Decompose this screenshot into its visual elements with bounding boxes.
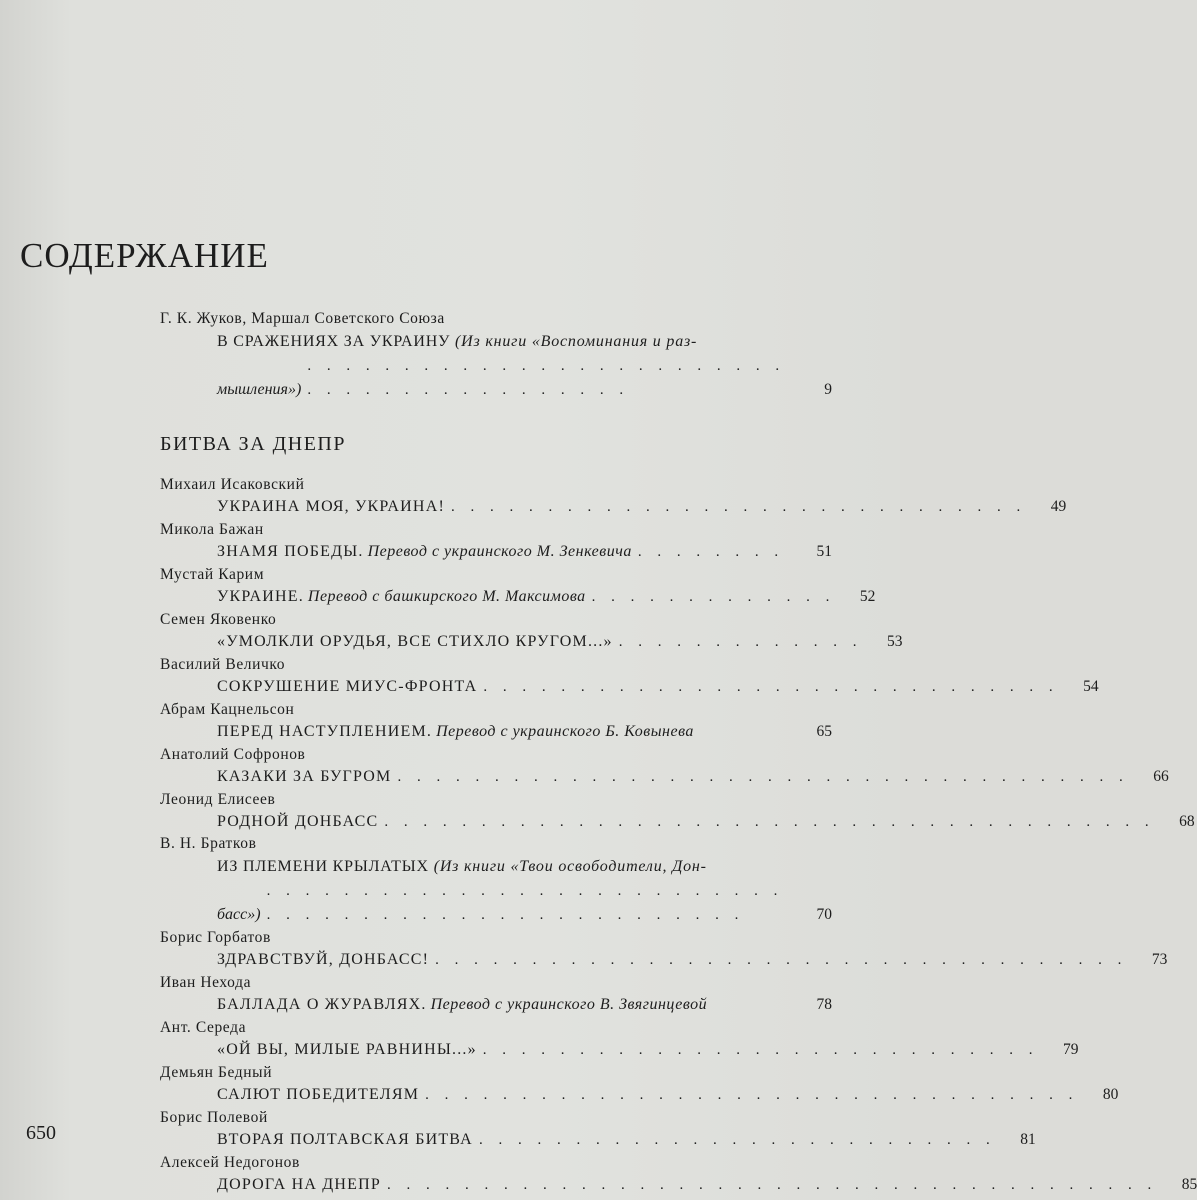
toc-entry-line1	[217, 330, 832, 354]
toc-author: Леонид Елисеев	[160, 791, 276, 808]
toc-group	[160, 1062, 1119, 1106]
toc-entry[interactable]	[217, 766, 1169, 788]
toc-entry-multiline[interactable]	[217, 855, 832, 927]
leader-dots: . . . . . . . . . . . . . . . . . . . . . . . . . . . . . . . . . . . . . . . . . . . . . . . . . . . .	[266, 883, 784, 923]
toc-group	[160, 564, 876, 608]
toc-page-number: 65	[816, 723, 832, 740]
toc-entries-2	[160, 927, 1197, 1196]
toc-entry[interactable]	[217, 1129, 1036, 1151]
leader-dots: . . . . . . . . . . . . . . . . . . . . . . . . . . . . . . . . . . . . . . . .	[386, 1177, 1158, 1193]
toc-entry-note: (Из книги «Твои освободители, Дон-	[433, 858, 707, 875]
toc-group	[160, 1152, 1197, 1196]
toc-author: Семен Яковенко	[160, 611, 277, 628]
leader-dots: . . . . . . . . . . . . . . . . . . . . . . . . . . . . . . . . . . . . . .	[397, 769, 1129, 785]
toc-entry[interactable]	[217, 1084, 1119, 1106]
toc-entry-title: ВТОРАЯ ПОЛТАВСКАЯ БИТВА	[217, 1131, 473, 1148]
toc-entry-note: Перевод с украинского Б. Ковынева	[436, 723, 694, 740]
toc-page-number: 49	[1050, 498, 1067, 515]
toc-entry[interactable]	[217, 1174, 1197, 1196]
toc-entry-note-cont: басс»)	[217, 906, 261, 923]
toc-entry[interactable]	[217, 949, 1168, 971]
toc-author: Алексей Недогонов	[160, 1154, 300, 1171]
toc-entry-note: Перевод с украинского В. Звягинцевой	[430, 996, 708, 1013]
toc-group	[160, 609, 903, 653]
toc-page-number: 53	[887, 633, 903, 650]
toc-group	[160, 744, 1169, 788]
toc-page-number: 68	[1179, 813, 1195, 830]
toc-author: Борис Полевой	[160, 1109, 268, 1126]
toc-entry-title: ДОРОГА НА ДНЕПР	[217, 1176, 381, 1193]
toc-entry-title: УКРАИНА МОЯ, УКРАИНА!	[217, 498, 445, 515]
toc-entry-title: УКРАИНЕ.	[217, 588, 304, 605]
toc-entry-title: В СРАЖЕНИЯХ ЗА УКРАИНУ	[217, 333, 451, 350]
toc-entry-title: БАЛЛАДА О ЖУРАВЛЯХ.	[217, 996, 427, 1013]
toc-author: Демьян Бедный	[160, 1064, 273, 1081]
leader-dots: . . . . . . . . . . . . . . . . . . . . . . . . . . . . .	[482, 1042, 1039, 1058]
toc-page-number: 66	[1153, 768, 1169, 785]
toc-entry[interactable]	[217, 541, 832, 563]
leader-dots: . . . . . . . . . . . . . . . . . . . . . . . . . . . . . . . . . . . . . . . . . .	[307, 358, 786, 398]
toc-author: Иван Нехода	[160, 974, 252, 991]
toc-entry[interactable]	[217, 676, 1099, 698]
toc-entry-note: Перевод с украинского М. Зенкевича	[367, 543, 632, 560]
toc-entry-title: КАЗАКИ ЗА БУГРОМ	[217, 768, 392, 785]
leader-dots: . . . . . . . . . . . . . . . . . . . . . . . . . . .	[478, 1132, 996, 1148]
toc-page-number: 52	[859, 588, 876, 605]
toc-author: Абрам Кацнельсон	[160, 701, 295, 718]
toc-entry[interactable]	[217, 811, 1195, 833]
toc-group-intro	[160, 308, 832, 402]
toc-entry-title: ИЗ ПЛЕМЕНИ КРЫЛАТЫХ	[217, 858, 429, 875]
toc-entry-title: САЛЮТ ПОБЕДИТЕЛЯМ	[217, 1086, 420, 1103]
toc-group	[160, 654, 1099, 698]
toc-page-number: 79	[1063, 1041, 1079, 1058]
toc-entry-note: (Из книги «Воспоминания и раз-	[455, 333, 698, 350]
toc-entries	[160, 474, 1195, 833]
toc-page-number: 81	[1020, 1131, 1036, 1148]
toc-group	[160, 1107, 1036, 1151]
toc-group-bratkov	[160, 833, 832, 927]
leader-dots: . . . . . . . . . . . . . . . . . . . . . . . . . . . . . . . . . .	[425, 1087, 1079, 1103]
toc-author: В. Н. Братков	[160, 835, 257, 852]
toc-group	[160, 519, 832, 563]
leader-dots: . . . . . . . . . . . . .	[591, 589, 836, 605]
toc-author: Микола Бажан	[160, 521, 264, 538]
toc-entry-line1	[217, 855, 832, 879]
toc-author: Мустай Карим	[160, 566, 265, 583]
toc-page-number: 9	[824, 381, 832, 398]
folio-page-number: 650	[26, 1122, 56, 1144]
toc-page-number: 73	[1151, 951, 1168, 968]
toc-author: Борис Горбатов	[160, 929, 271, 946]
toc-entry-multiline[interactable]	[217, 330, 832, 402]
toc-author: Г. К. Жуков, Маршал Советского Союза	[160, 310, 445, 327]
toc-entry-line2	[217, 354, 832, 402]
toc-author: Анатолий Софронов	[160, 746, 306, 763]
toc-entry-title: РОДНОЙ ДОНБАСС	[217, 813, 379, 830]
toc-entry[interactable]	[217, 1039, 1079, 1061]
page-title: СОДЕРЖАНИЕ	[20, 236, 269, 275]
section-heading: БИТВА ЗА ДНЕПР	[160, 433, 346, 455]
toc-entry-title: «ОЙ ВЫ, МИЛЫЕ РАВНИНЫ...»	[217, 1041, 477, 1058]
toc-author: Ант. Середа	[160, 1019, 247, 1036]
toc-entry-line2	[217, 879, 832, 927]
toc-author: Василий Величко	[160, 656, 286, 673]
toc-entry[interactable]	[217, 496, 1067, 518]
leader-dots: . . . . . . . . . . . . . . . . . . . . . . . . . . . . . .	[450, 499, 1027, 515]
leader-dots: . . . . . . . . . . . . . . . . . . . . . . . . . . . . . .	[483, 679, 1059, 695]
toc-group	[160, 927, 1168, 971]
toc-entry-title: ЗНАМЯ ПОБЕДЫ.	[217, 543, 364, 560]
toc-group	[160, 474, 1067, 518]
toc-page-number: 70	[816, 906, 832, 923]
toc-group	[160, 789, 1195, 833]
toc-entry-title: «УМОЛКЛИ ОРУДЬЯ, ВСЕ СТИХЛО КРУГОМ...»	[217, 633, 613, 650]
toc-page-number: 85	[1181, 1176, 1197, 1193]
toc-entry[interactable]	[217, 631, 903, 653]
toc-group	[160, 1017, 1079, 1061]
leader-dots: . . . . . . . . . . . . . . . . . . . . . . . . . . . . . . . . . . . . . . . .	[384, 814, 1155, 830]
toc-page-number: 78	[816, 996, 832, 1013]
toc-entry-title: ЗДРАВСТВУЙ, ДОНБАСС!	[217, 951, 430, 968]
leader-dots: . . . . . . . . . . . . . . . . . . . . . . . . . . . . . . . . . . . .	[435, 952, 1128, 968]
toc-entry[interactable]	[217, 586, 876, 608]
table-of-contents	[160, 308, 1197, 1196]
toc-entry-note: Перевод с башкирского М. Максимова	[307, 588, 586, 605]
leader-dots: . . . . . . . . . . . . .	[618, 634, 863, 650]
toc-page-number: 51	[816, 543, 832, 560]
toc-entry-note-cont: мышления»)	[217, 381, 302, 398]
toc-page-number: 54	[1083, 678, 1099, 695]
leader-dots: . . . . . . . .	[637, 544, 785, 560]
toc-entry[interactable]	[217, 721, 832, 743]
toc-entry-title: СОКРУШЕНИЕ МИУС-ФРОНТА	[217, 678, 478, 695]
toc-entry-title: ПЕРЕД НАСТУПЛЕНИЕМ.	[217, 723, 433, 740]
toc-entry[interactable]	[217, 994, 832, 1016]
toc-group	[160, 972, 832, 1016]
toc-author: Михаил Исаковский	[160, 476, 305, 493]
toc-page-number: 80	[1102, 1086, 1119, 1103]
toc-group	[160, 699, 832, 743]
